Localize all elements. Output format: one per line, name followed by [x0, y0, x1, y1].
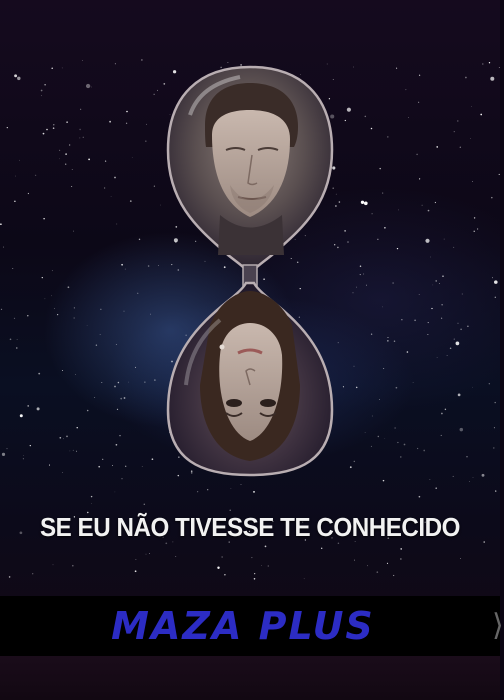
- star: [139, 239, 140, 240]
- star: [489, 383, 490, 384]
- star: [37, 407, 40, 410]
- star: [430, 479, 431, 480]
- star: [472, 181, 473, 182]
- star: [121, 264, 123, 266]
- woman-face: [200, 291, 300, 461]
- star: [441, 435, 442, 436]
- star: [137, 293, 138, 294]
- star: [466, 456, 467, 457]
- star: [3, 247, 4, 248]
- star: [472, 387, 473, 388]
- star: [371, 446, 372, 447]
- star: [87, 410, 89, 412]
- star: [365, 432, 366, 433]
- star: [82, 60, 83, 61]
- star: [197, 491, 198, 492]
- star: [469, 481, 470, 482]
- star: [96, 345, 97, 346]
- star: [41, 95, 42, 96]
- star: [397, 442, 398, 443]
- star: [65, 164, 66, 165]
- star: [38, 373, 40, 375]
- star: [116, 224, 117, 225]
- star: [59, 150, 60, 151]
- star: [353, 67, 354, 68]
- star: [10, 338, 12, 340]
- star: [43, 218, 44, 219]
- star: [111, 196, 112, 197]
- star: [366, 285, 367, 286]
- star: [353, 292, 354, 293]
- star: [207, 489, 208, 490]
- star: [394, 427, 395, 428]
- star: [59, 158, 60, 159]
- star: [354, 560, 355, 561]
- star: [385, 438, 386, 439]
- star: [428, 322, 429, 323]
- star: [79, 137, 80, 138]
- star: [30, 445, 31, 446]
- star: [83, 137, 84, 138]
- star: [75, 374, 76, 375]
- star: [441, 304, 442, 305]
- star: [62, 472, 63, 473]
- star: [100, 309, 101, 310]
- star: [378, 436, 379, 437]
- star: [118, 382, 120, 384]
- star: [102, 459, 103, 460]
- star: [1, 309, 2, 310]
- star: [124, 311, 125, 312]
- star: [121, 478, 122, 479]
- star: [27, 315, 28, 316]
- star: [422, 205, 423, 206]
- star: [15, 176, 16, 177]
- star: [68, 286, 70, 288]
- star: [447, 355, 448, 356]
- star: [372, 416, 373, 417]
- star: [453, 476, 454, 477]
- star: [222, 556, 223, 557]
- star: [489, 62, 490, 63]
- star: [9, 576, 11, 578]
- star: [132, 157, 133, 158]
- star: [135, 367, 136, 368]
- star: [460, 329, 462, 331]
- star: [53, 124, 54, 125]
- star: [413, 382, 414, 383]
- star: [135, 559, 136, 560]
- star: [321, 548, 322, 549]
- star: [360, 265, 361, 266]
- star: [261, 565, 262, 566]
- watermark-text: MAZA PLUS: [111, 604, 375, 648]
- star: [414, 319, 416, 321]
- star: [146, 554, 147, 555]
- star: [467, 326, 469, 328]
- star: [14, 201, 15, 202]
- star: [254, 573, 255, 574]
- star: [54, 308, 55, 309]
- star: [379, 399, 380, 400]
- star: [231, 488, 232, 489]
- star: [470, 138, 471, 139]
- star: [495, 490, 496, 491]
- star: [394, 340, 395, 341]
- star: [62, 370, 63, 371]
- star: [384, 227, 386, 229]
- star: [79, 129, 80, 130]
- star: [398, 210, 399, 211]
- star: [400, 548, 402, 550]
- star: [91, 87, 92, 88]
- star: [114, 177, 116, 179]
- star: [27, 405, 29, 407]
- star: [423, 450, 425, 452]
- star: [396, 68, 397, 69]
- star: [379, 168, 380, 169]
- star: [146, 124, 147, 125]
- star: [116, 444, 118, 446]
- star: [365, 116, 367, 118]
- upper-bulb: [168, 67, 332, 270]
- star: [482, 63, 483, 64]
- star: [74, 307, 75, 308]
- star: [480, 114, 482, 116]
- star: [387, 563, 388, 564]
- star: [383, 368, 384, 369]
- star: [116, 344, 117, 345]
- lower-bulb: [168, 283, 332, 475]
- star: [450, 347, 452, 349]
- star: [460, 428, 463, 431]
- star: [439, 283, 440, 284]
- star: [130, 200, 132, 202]
- star: [65, 153, 67, 155]
- star: [460, 558, 461, 559]
- star: [142, 466, 143, 467]
- star: [265, 546, 267, 548]
- hourglass-image: [150, 55, 350, 485]
- star: [124, 397, 126, 399]
- star: [16, 347, 17, 348]
- star: [125, 269, 126, 270]
- star: [66, 436, 68, 438]
- star: [52, 270, 53, 271]
- star: [441, 318, 442, 319]
- star: [66, 121, 68, 123]
- star: [382, 307, 383, 308]
- star: [361, 201, 364, 204]
- star: [387, 136, 389, 138]
- watermark-banner: [0, 596, 504, 656]
- star: [12, 268, 13, 269]
- star: [14, 318, 15, 319]
- star: [20, 414, 23, 417]
- star: [23, 458, 24, 459]
- star: [94, 397, 95, 398]
- star: [437, 357, 438, 358]
- star: [98, 466, 100, 468]
- star: [62, 68, 63, 69]
- star: [42, 277, 43, 278]
- star: [360, 274, 361, 275]
- star: [458, 394, 461, 397]
- star: [442, 275, 443, 276]
- star: [377, 571, 379, 573]
- star: [407, 351, 409, 353]
- star: [350, 466, 352, 468]
- star: [416, 154, 418, 156]
- star: [35, 175, 36, 176]
- star: [436, 146, 438, 148]
- star: [419, 294, 420, 295]
- star: [495, 297, 496, 298]
- star: [51, 68, 53, 70]
- star: [41, 90, 43, 92]
- star: [112, 465, 113, 466]
- star: [2, 453, 5, 456]
- star: [354, 461, 355, 462]
- star: [419, 178, 420, 179]
- star: [400, 558, 401, 559]
- star: [251, 557, 252, 558]
- star: [77, 427, 78, 428]
- star: [126, 123, 127, 124]
- star: [0, 223, 2, 225]
- star: [465, 77, 467, 79]
- star: [144, 504, 145, 505]
- star: [17, 339, 18, 340]
- star: [44, 84, 45, 85]
- star: [397, 248, 398, 249]
- star: [70, 451, 71, 452]
- star: [59, 437, 61, 439]
- star: [474, 231, 475, 232]
- star: [126, 111, 128, 113]
- star: [104, 188, 105, 189]
- star: [441, 413, 443, 415]
- star: [175, 556, 176, 557]
- star: [7, 127, 8, 128]
- star: [109, 121, 111, 123]
- star: [80, 109, 81, 110]
- star: [431, 308, 432, 309]
- star: [105, 160, 106, 161]
- star: [462, 293, 463, 294]
- star: [87, 325, 88, 326]
- star: [382, 193, 383, 194]
- star: [499, 174, 500, 175]
- star: [371, 334, 372, 335]
- star: [63, 438, 64, 439]
- star: [72, 565, 74, 567]
- star: [371, 213, 372, 214]
- star: [363, 274, 364, 275]
- star: [419, 496, 421, 498]
- star: [454, 131, 455, 132]
- star: [491, 197, 493, 199]
- star: [141, 59, 142, 60]
- star: [224, 574, 225, 575]
- star: [396, 387, 398, 389]
- star: [435, 280, 437, 282]
- star: [86, 84, 90, 88]
- star: [71, 186, 72, 187]
- star: [19, 160, 20, 161]
- star: [88, 159, 90, 161]
- star: [371, 128, 373, 130]
- star: [149, 553, 150, 554]
- star: [471, 106, 472, 107]
- star: [51, 295, 52, 296]
- star: [483, 541, 485, 543]
- star: [115, 492, 116, 493]
- star: [69, 144, 70, 145]
- star: [117, 409, 118, 410]
- star: [356, 387, 358, 389]
- star: [494, 280, 498, 284]
- star: [17, 77, 20, 80]
- star: [230, 510, 231, 511]
- star: [477, 228, 478, 229]
- poster-caption: SE EU NÃO TIVESSE TE CONHECIDO: [39, 512, 461, 542]
- star: [114, 386, 116, 388]
- star: [128, 382, 129, 383]
- star: [115, 63, 116, 64]
- star: [490, 77, 494, 81]
- star: [268, 566, 269, 567]
- star: [356, 287, 357, 288]
- star: [135, 570, 137, 572]
- star: [460, 147, 461, 148]
- star: [53, 564, 54, 565]
- star: [445, 409, 446, 410]
- star: [435, 202, 436, 203]
- star: [253, 491, 255, 493]
- star: [404, 444, 406, 446]
- star: [499, 67, 500, 68]
- star: [492, 277, 493, 278]
- star: [494, 402, 495, 403]
- star: [428, 210, 430, 212]
- star: [32, 573, 33, 574]
- banner-edge-glyph: ⟩: [492, 608, 504, 643]
- star: [435, 487, 437, 489]
- bottom-strip: [0, 656, 500, 700]
- star: [482, 474, 485, 477]
- star: [304, 578, 305, 579]
- star: [101, 382, 102, 383]
- star: [453, 247, 454, 248]
- star: [377, 239, 378, 240]
- star: [364, 201, 368, 205]
- star: [393, 575, 394, 576]
- star: [73, 450, 74, 451]
- star: [493, 447, 494, 448]
- star: [119, 435, 120, 436]
- star: [23, 455, 24, 456]
- star: [474, 217, 475, 218]
- star: [387, 340, 388, 341]
- star: [456, 342, 460, 346]
- star: [120, 398, 122, 400]
- star: [367, 565, 368, 566]
- star: [494, 427, 495, 428]
- star: [45, 298, 46, 299]
- star: [74, 318, 75, 319]
- star: [73, 231, 74, 232]
- star: [473, 477, 474, 478]
- star: [408, 117, 409, 118]
- star: [7, 448, 8, 449]
- star: [417, 448, 418, 449]
- star: [430, 257, 431, 258]
- star: [217, 566, 219, 568]
- star: [392, 282, 394, 284]
- star: [457, 120, 458, 121]
- star: [354, 366, 355, 367]
- star: [28, 193, 29, 194]
- star: [444, 239, 445, 240]
- star: [406, 89, 407, 90]
- star: [383, 480, 385, 482]
- star: [91, 503, 92, 504]
- star: [458, 323, 459, 324]
- star: [72, 169, 73, 170]
- star: [125, 466, 126, 467]
- star: [76, 451, 77, 452]
- star: [49, 465, 50, 466]
- star: [433, 285, 434, 286]
- star: [400, 456, 401, 457]
- star: [427, 334, 428, 335]
- star: [454, 339, 455, 340]
- star: [46, 129, 48, 131]
- star: [419, 75, 420, 76]
- star: [425, 239, 429, 243]
- star: [401, 319, 402, 320]
- star: [388, 337, 389, 338]
- star: [91, 496, 92, 497]
- star: [418, 102, 419, 103]
- star: [57, 314, 58, 315]
- star: [14, 74, 17, 77]
- star: [53, 127, 55, 129]
- star: [100, 334, 101, 335]
- star: [43, 133, 45, 135]
- star: [144, 382, 145, 383]
- star: [254, 578, 256, 580]
- star: [145, 141, 146, 142]
